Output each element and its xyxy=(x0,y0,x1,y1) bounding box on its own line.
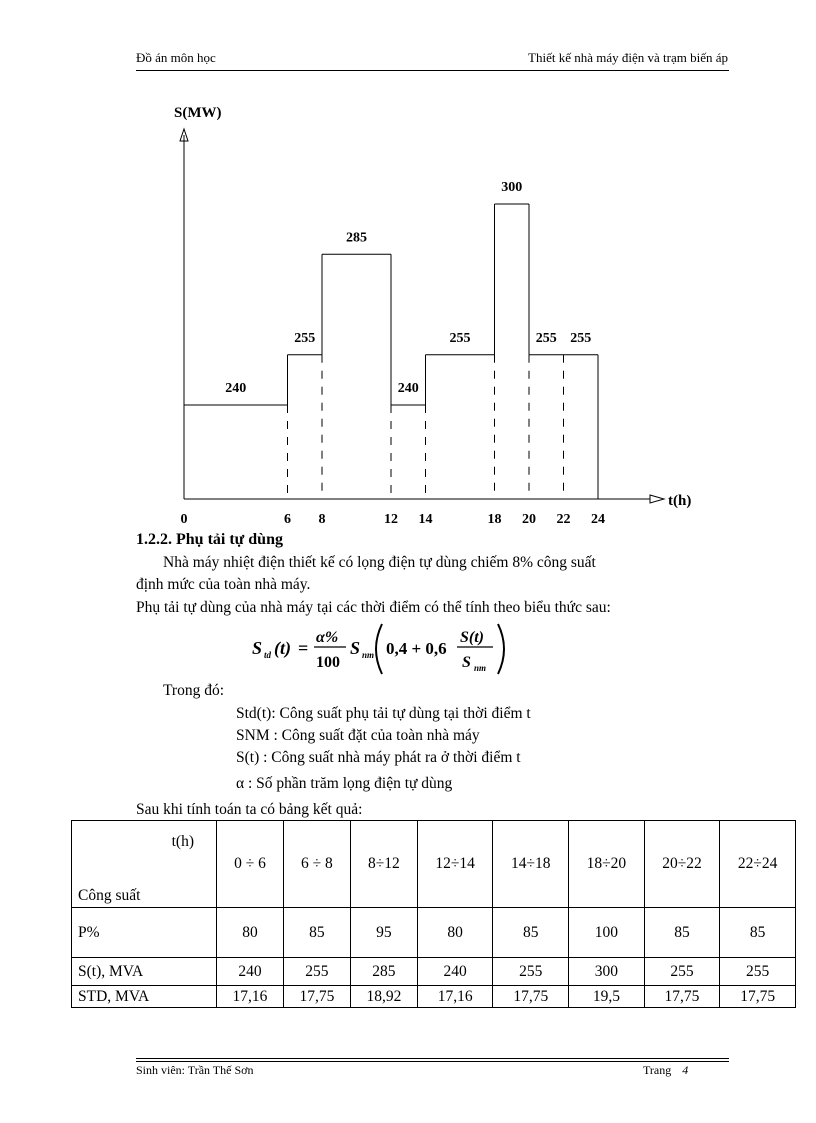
step-value-label: 255 xyxy=(570,330,592,346)
table-row xyxy=(72,958,796,986)
table-header-row xyxy=(72,821,796,908)
x-tick-label: 14 xyxy=(418,512,433,525)
x-axis-arrow xyxy=(650,495,664,503)
table-cell: 240 xyxy=(217,958,284,986)
svg-text:=: = xyxy=(298,638,309,658)
step-value-label: 285 xyxy=(346,230,367,246)
table-cell: 255 xyxy=(644,958,720,986)
footer-rule-1 xyxy=(136,1058,729,1059)
row-label: S(t), MVA xyxy=(72,958,217,986)
header-rule xyxy=(136,70,729,71)
chart-steps xyxy=(184,204,598,499)
def-sym-4: α xyxy=(236,775,245,792)
def-text-2: : Công suất đặt của toàn nhà máy xyxy=(269,727,480,744)
step-value-label: 255 xyxy=(449,330,471,346)
table-cell: 85 xyxy=(283,908,350,958)
x-tick-label: 8 xyxy=(318,512,326,525)
def-row-3 xyxy=(236,747,521,768)
footer-page-label: Trang xyxy=(643,1063,672,1077)
footer-page xyxy=(643,1063,688,1078)
table-cell: 255 xyxy=(283,958,350,986)
paragraph-line-1: Nhà máy nhiệt điện thiết kế có lọng điện tự dùng chiếm 8% công suất xyxy=(163,554,596,571)
table-row xyxy=(72,908,796,958)
table-cell: 85 xyxy=(644,908,720,958)
step-value-label: 255 xyxy=(294,330,316,346)
col-header: 18÷20 xyxy=(569,821,645,908)
col-header: 22÷24 xyxy=(720,821,796,908)
table-cell: 80 xyxy=(217,908,284,958)
svg-text:nm: nm xyxy=(362,650,375,660)
step-value-label: 240 xyxy=(397,381,419,396)
x-tick-label: 12 xyxy=(384,512,398,525)
x-tick-label: 0 xyxy=(180,512,188,525)
svg-text:S: S xyxy=(252,638,263,658)
x-axis-label: t(h) xyxy=(668,493,692,509)
def-sym-1: Std(t) xyxy=(236,705,272,722)
col-header: 12÷14 xyxy=(417,821,493,908)
header-right: Thiết kế nhà máy điện và trạm biến áp xyxy=(528,50,728,65)
header-left: Đồ án môn học xyxy=(136,50,216,65)
table-corner-cell xyxy=(72,821,217,908)
table-cell: 255 xyxy=(720,958,796,986)
col-header: 0 ÷ 6 xyxy=(217,821,284,908)
svg-text:α%: α% xyxy=(316,629,339,646)
row-label: STD, MVA xyxy=(72,986,217,1008)
where-label: Trong đó: xyxy=(163,682,225,699)
svg-text:100: 100 xyxy=(316,654,340,671)
table-cell: 17,75 xyxy=(720,986,796,1008)
col-header: 6 ÷ 8 xyxy=(283,821,350,908)
table-intro: Sau khi tính toán ta có bảng kết quả: xyxy=(136,801,363,818)
x-tick-label: 18 xyxy=(487,512,502,525)
svg-text:S: S xyxy=(350,638,361,658)
x-tick-label: 22 xyxy=(556,512,571,525)
section-title: 1.2.2. Phụ tải tự dùng xyxy=(136,531,283,548)
table-cell: 95 xyxy=(350,908,417,958)
table-cell: 17,75 xyxy=(644,986,720,1008)
x-tick-label: 6 xyxy=(284,512,291,525)
table-cell: 300 xyxy=(569,958,645,986)
table-cell: 17,16 xyxy=(217,986,284,1008)
table-row xyxy=(72,986,796,1008)
paragraph-2: Phụ tải tự dùng của nhà máy tại các thời điểm có thể tính theo biểu thức sau: xyxy=(136,599,611,616)
table-cell: 17,75 xyxy=(283,986,350,1008)
def-sym-3: S(t) xyxy=(236,749,260,766)
col-header: 20÷22 xyxy=(644,821,720,908)
table-cell: 240 xyxy=(417,958,493,986)
x-tick-label: 20 xyxy=(522,512,536,525)
def-sym-2: SNM xyxy=(236,727,270,744)
table-cell: 255 xyxy=(493,958,569,986)
paragraph-line-2: định mức của toàn nhà máy. xyxy=(136,576,311,593)
step-value-label: 300 xyxy=(501,180,523,195)
table-cell: 285 xyxy=(350,958,417,986)
chart-ticks xyxy=(181,512,606,525)
def-text-4: : Số phần trăm lọng điện tự dùng xyxy=(244,775,453,792)
corner-bottom: Công suất xyxy=(78,887,141,904)
svg-text:(t): (t) xyxy=(274,638,291,658)
def-text-3: : Công suất nhà máy phát ra ở thời điểm t xyxy=(259,749,521,766)
x-tick-label: 24 xyxy=(591,512,605,525)
footer-page-number: 4 xyxy=(682,1063,689,1077)
table-cell: 80 xyxy=(417,908,493,958)
footer-left: Sinh viên: Trần Thế Sơn xyxy=(136,1063,254,1077)
row-label: P% xyxy=(72,908,217,958)
chart-labels xyxy=(174,105,691,509)
svg-text:0,4 + 0,6: 0,4 + 0,6 xyxy=(386,639,447,658)
def-row-1 xyxy=(236,703,531,724)
def-text-1: : Công suất phụ tải tự dùng tại thời điểm t xyxy=(271,705,531,722)
svg-text:nm: nm xyxy=(474,663,487,673)
formula xyxy=(250,618,510,678)
table-cell: 85 xyxy=(493,908,569,958)
y-axis-label: S(MW) xyxy=(174,105,222,121)
table-cell: 18,92 xyxy=(350,986,417,1008)
step-value-label: 240 xyxy=(225,381,247,396)
chart-axes xyxy=(180,129,664,503)
def-row-4 xyxy=(236,773,452,794)
col-header: 14÷18 xyxy=(493,821,569,908)
table-cell: 100 xyxy=(569,908,645,958)
col-header: 8÷12 xyxy=(350,821,417,908)
step-value-label: 255 xyxy=(535,330,557,346)
table-cell: 19,5 xyxy=(569,986,645,1008)
svg-text:S: S xyxy=(462,654,471,671)
footer-rule-2 xyxy=(136,1061,729,1062)
svg-text:td: td xyxy=(264,650,272,660)
svg-text:S(t): S(t) xyxy=(460,629,484,646)
results-table xyxy=(71,820,796,1008)
table-cell: 17,16 xyxy=(417,986,493,1008)
table-cell: 17,75 xyxy=(493,986,569,1008)
def-row-2 xyxy=(236,725,480,746)
corner-top: t(h) xyxy=(171,833,194,850)
table-cell: 85 xyxy=(720,908,796,958)
load-chart xyxy=(150,95,710,525)
